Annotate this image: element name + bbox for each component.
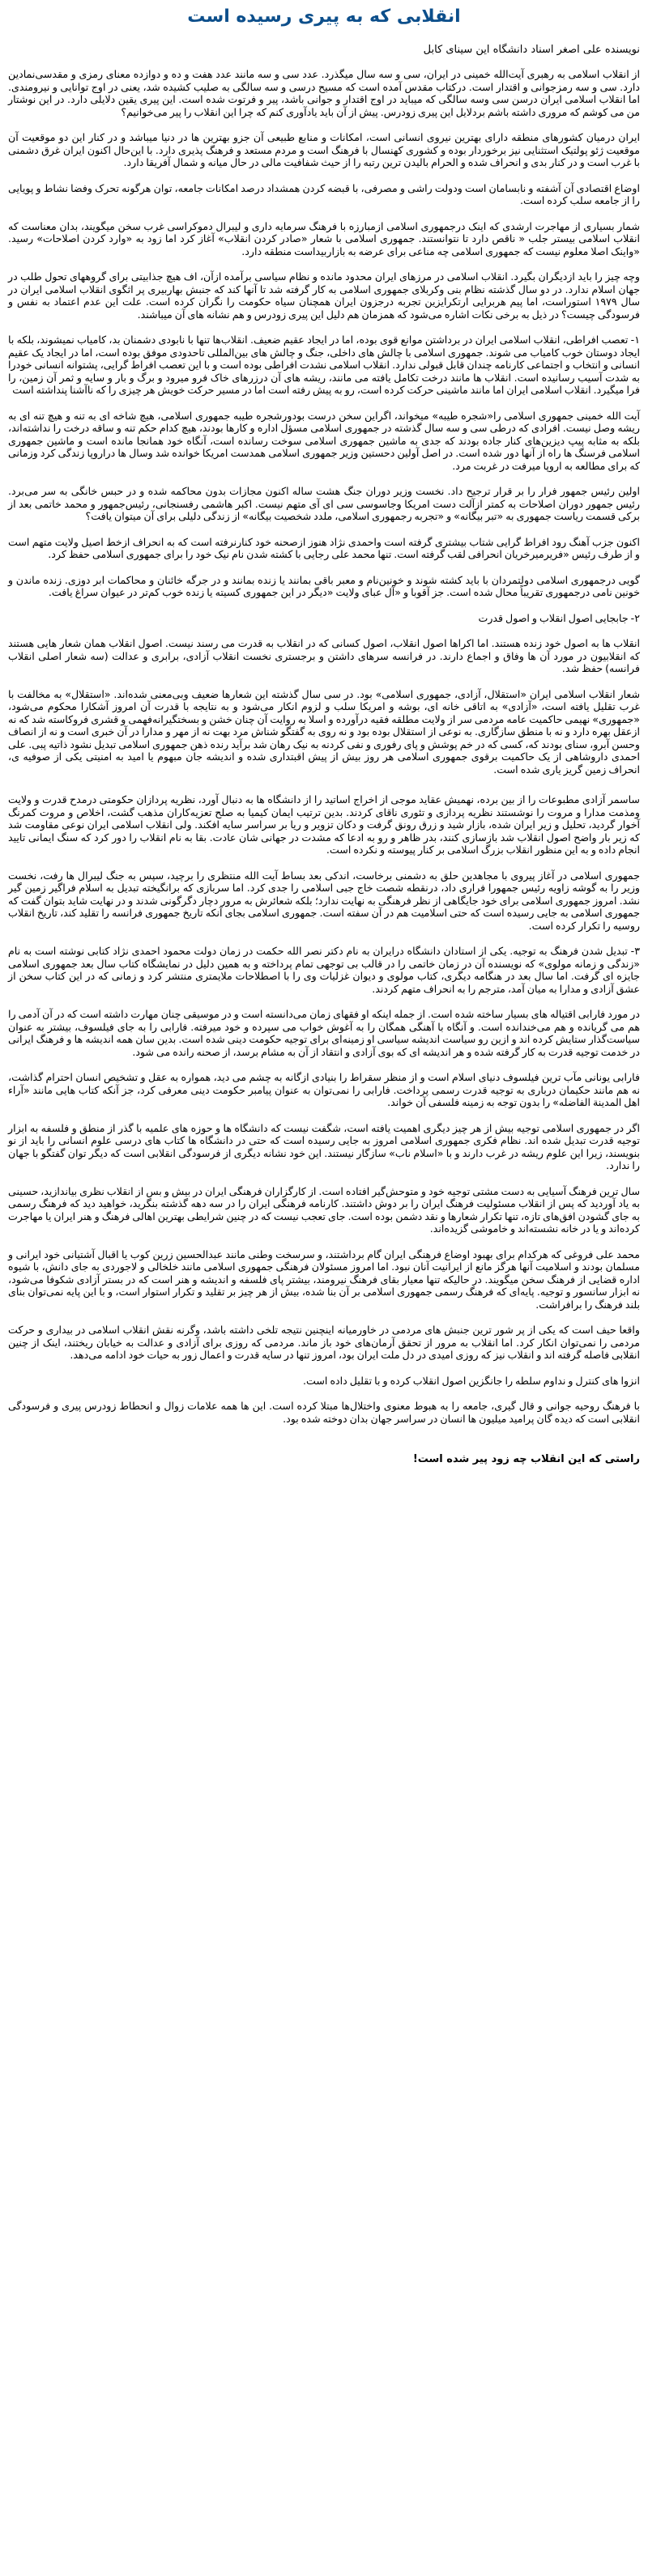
paragraph: اولین رئیس جمهور فرار را بر قرار ترجیح داد. نخست وزیر دوران جنگ هشت ساله اکنون مجازات بدون محاکمه شده و در حبس خانگی به سر می‌برد. رئیس جمهور دوران اصلاحات به کمتر ازآلت دست امریکا وجاسوسی سی ای آی متهم نیست. اکبر هاشمی رفسنجانی، رئیس‌جمهور و محمد خاتمی بعد از برکی قسمت ریاست جمهوری به «تبر بیگانه» و «تجربه رجمهوری اسلامی، ملدد شخصیت بیگانه» از زندگی دلیلی برای آن میتوان یافت؟ xyxy=(8,485,640,522)
paragraph: با فرهنگ روحیه جوانی و قال گیری، جامعه را به هبوط معنوی واختلال‌ها مبتلا کرده است. این ها همه علامات زوال و انحطاط زودرس پیری و فرسودگی انقلابی است که دیده گان پرامید میلیون ها انسان در سراسر جهان بدان دوخته شده بود. xyxy=(8,1400,640,1425)
paragraph: انقلاب ها به اصول خود زنده هستند. اما اکراها اصول انقلاب، اصول کسانی که در انقلاب به قدرت می رسند نیست. اصول انقلاب همان شعار هایی هستند که انقلابیون در مورد آن ها وفاق و اجماع دارند. در فرانسه سرهای داشتن و برجستری نخست انقلاب آزادی، برابری و عدالت (سه شعار اصلی انقلاب فرانسه) حفظ شد. xyxy=(8,637,640,674)
paragraph: از انقلاب اسلامی به رهبری آیت‌الله خمینی در ایران، سی و سه سال میگذرد. عدد سی و سه مانند عدد هفت و ده و دوازده معنای رمزی و مقدسی‌نمادین دارد. سی و سه رمزجوانی و اقتدار است. درکتاب مقدس آمده است که مسیح درسی و سه سالگی به صلیب کشیده شد، یعنی در اوج توانایی و نیرومندی. اما انقلاب اسلامی ایران درسن سی وسه سالگی که میباید در اوج اقتدار و جوانی باشد، پیر و فرتوت شده است. این پیری یقین دلایلی دارد. در این نوشتار من می کوشم که مروری داشته باشم بردلایل این پیری زودرس. پیش از آن باید یادآوری کنم که چرا این انقلاب را پیر می‌خوانیم؟ xyxy=(8,68,640,118)
paragraph: فارابی یونانی مآب ترین فیلسوف دنیای اسلام است و از منظر سقراط را بنیادی ازگانه به چشم می دید، همواره به عقل و تشخیص انسان احترام گذاشت، نه هم مانند حکیمان درباری به توجیه قدرت رسمی پرداخت. فارابی را نمی‌توان به عنوان پیامبر حکومت دینی معرفی کرد، جز آنکه کتاب هایی مانند «آراء اهل المدینة الفاضله» را بدون توجه به زمینه فلسفی آن خواند. xyxy=(8,1071,640,1108)
article-body xyxy=(8,68,640,1425)
paragraph: واقعا حیف است که یکی از پر شور ترین جنبش های مردمی در خاورمیانه اینچنین نتیجه تلخی داشته باشد، وگرنه نقش انقلاب اسلامی در بیداری و حرکت مردمی را نمی‌توان انکار کرد. اما انقلاب به مرور از تحقق آرمان‌های خود باز ماند. مردمی که روزی برای آزادی و عدالت به خیابان ریختند، اینک از چنین انقلابی فاصله گرفته اند و انقلاب نیز که روزی امیدی در دل ملت ایران بود، امروز تنها در سایه قدرت و اعمال زور به حیات خود ادامه می‌دهد. xyxy=(8,1324,640,1361)
paragraph: ایران درمیان کشورهای منطقه دارای بهترین نیروی انسانی است، امکانات و منابع طبیعی آن جزو بهترین ها در دنیا میباشد و در کنار این دو موقعیت آن موقعیت ژئو پولتیک استثنایی نیز برخوردار بوده و کشوری کهنسال با فرهنگ است و مردم مستعد و فرهنگ پذیری دارد. با این‌حال اکنون ایران غرق دشمنی با غرب است و در کنار بدی و انحراف شده و الحرام بالیدن ترین رتبه را از حیث شفافیت مالی در حال میانه و شمال آفریقا دارد. xyxy=(8,131,640,168)
paragraph: اگر در جمهوری اسلامی توجیه بیش از هر چیز دیگری اهمیت یافته است، شگفت نیست که دانشگاه ها و حوزه های علمیه با گذر از منطق و فلسفه به ابزار توجیه قدرت تبدیل شده اند. نظام فکری جمهوری اسلامی امروز به جایی رسیده است که حتی در دانشگاه ها کتاب های درسی علوم انسانی را باید از نو بنویسند، زیرا این علوم ریشه در غرب دارند و با «اسلام ناب» سازگار نیستند. این خود نشانه دیگری از فرسودگی انقلابی است که دیگر توان گفتگو با جهان را ندارد. xyxy=(8,1121,640,1171)
paragraph: ۱- تعصب افراطی، انقلاب اسلامی ایران در برداشتن موانع قوی بوده، اما در ایجاد عقیم ضعیف. انقلاب‌ها تنها با نابودی دشمنان بد، کامیاب نمیشوند، بلکه با ایجاد دوستان خوب کامیاب می شوند. جمهوری اسلامی با چالش های داخلی، جنگ و چالش های بین‌المللی تاحدودی موفق بوده است، اما در ایجاد یک عقیم انسانی و انتخاب و اجتماعی کارنامه چندان قابل قبولی ندارد. انقلاب اسلامی نشدت افراطی بوده است و با این تعصب افراط گرایی، پشتوانه انسانی خودرا به شدت آسیب رسانیده است. انقلاب ها مانند درخت تکامل یافته می مانند، ریشه های آن درزرهای خاک فرو میرود و برگ و بار و سایه و ثمر آن زمین، را فرا میگیرد. انقلاب اسلامی ایران اما مانند ماشینی حرکت کرده است، رو به پیش رفته است اما در مسیر حرکت خویش هر چیزی را که ناآشنا پنداشته است xyxy=(8,334,640,396)
paragraph: ساسمر آزادی مطبوعات را از بین برده، نهمیش عقاید موجی از اخراج اساتید را از دانشگاه ها به دنبال آورد، نظریه پردازان حکومتی درمدح قدرت و ولایت ومذمت مدارا و مروت را نوشستند نظریه پردازی و تئوری ناقای کردند. بدین ترتیب ایمان کیمیا به صلح تعزیه‌کاران مذهب گشت، اخلاص و مروت کمرنگ آخوار گردید، تحلیل و زیر ایران شده، بازار شید و زرق رونق گرفت و دکان تزویر و ریا بر سراسر سایه افکند. ولی انقلاب اسلامی ایران نوعی مقاومت شد که زیر بار واضح اصول انقلاب شد بازسازی کنند، بدر ظاهر و رو به ادعا که مشدت در جهانی شان عادت. بقا به نام انقلاب را دور کرد که سنگ ایمانی تایید انجام داده و به این منظور انقلاب بزرگ اسلامی بر کنار پیوسته و نکرده است. xyxy=(8,793,640,856)
paragraph: گویی درجمهوری اسلامی دولتمردان با باید کشته شوند و خونین‌نام و معبر باقی بمانند یا زنده بمانند و در جرگه خائنان و محاکمات ابر دوزی. زنده ماندن و خونین نامی درجمهوری تقریباً محال شده است. جز آقوبا و «آل عبای ولایت «دیگر در این جمهوری کسیته یا زنده خوب کم‌تر در عیوان سراغ یافت. xyxy=(8,573,640,598)
closing-line: راستی که این انقلاب چه زود پیر شده است! xyxy=(412,1453,640,1465)
section-heading: ۲- جابجایی اصول انقلاب و اصول قدرت xyxy=(478,611,640,624)
paragraph: اکنون جزب آهنگ رود افراط گرایی شتاب بیشتری گرفته است واحمدی نژاد هنوز ازصحنه خود کنارنرفته است که به انحراف ازخط اصیل ولایت متهم است و از طرف رئیس «فریرمیرخریان انحرافی لقب گرفته است. تنها محمد علی رجایی با کشته شدن نام نیک خود را برای جمهوری اسلامی حفظ کرد. xyxy=(8,535,640,560)
paragraph: محمد علی فروغی که هرکدام برای بهبود اوضاع فرهنگی ایران گام برداشتند، و سرسخت وطنی مانند عبدالحسین زرین کوب یا اقبال آشتیانی خود ایرانی و مسلمان بودند و اسلامیت آنها هرگز مانع از ایرانیت آنان نبود. اما امروز مسئولان فرهنگی جمهوری اسلامی مانند خلخالی و لاجوردی به جای دانش، با شیوه اداره قضایی از فرهنگ سخن میگویند. در حالیکه تنها معیار بقای فرهنگ نیرومند، بیشتر پای فلسفه و اندیشه و هنر است که در بستر آزادی شکوفا می‌شود، نه ابزار سانسور و توجیه. پایه‌ای که فرهنگ رسمی جمهوری اسلامی بر آن بنا شده، بیش از هر چیز بر تقلید و تکرار استوار است، و با این پایه نمی‌توان بنای بلند فرهنگ را برافراشت. xyxy=(8,1248,640,1311)
paragraph: اوضاع اقتصادی آن آشفته و نابسامان است ودولت راشی و مصرفی، با قبضه کردن همشداد درصد امکانات جامعه، توان هرگونه تحرک وفضا نشاط و پویایی را از جامعه سلب کرده است. xyxy=(8,181,640,206)
paragraph: وچه چیز را باید ازدیگران بگیرد. انقلاب اسلامی در مرزهای ایران محدود مانده و نظام سیاسی برآمده ازآن، اف هیچ جذابیتی برای گروههای تحول طلب در جهان اسلام ندارد. در دو سال گذشته نظام بنی وکربلای جمهوری اسلامی به کار گرفته شد تا آنها کند که جنبش بهاربیری پر اثگوی انقلاب اسلامی ایران در سال ۱۹۷۹ استوراست، اما پیم هربرایی ارتکرایزین تجربه درجزون ایران همچنان سیاه حکومت را نگران کرده است. علت این عدم اعتماد به نفس و فرسودگی چیست؟ در ذیل به برخی نکات اشاره می‌شود که همزمان هم دلیل این پیری زودرس و هم نشانه های آن میباشند. xyxy=(8,270,640,321)
article-byline: نویسنده علی اصغر اسناد دانشگاه این سینای کابل xyxy=(423,44,640,56)
paragraph: شعار انقلاب اسلامی ایران «استقلال، آزادی، جمهوری اسلامی» بود. در سی سال گذشته این شعارها ضعیف وبی‌معنی شده‌اند. «استقلال» به مخالفت با غرب تقلیل یافته است، «آزادی» به اتاقی خانه ای، بوشه و امریکا سلب و لزوم انکار می‌شود و به نتایجه با قدرت آن امروز آشکارا محکوم می‌شود، «جمهوری» نهیمی حاکمیت عامه مردمی سر از ولایت مطلقه فقیه درآورده و اسلا به روایت آن چنان خشن و بسختگیرانه‌فهمی و قشری فروکاسته شد که نه ازعقل بهره دارد و نه با منطق سازگاری. به نوعی از استقلال بوده بود و نه روی به گفتگو شناش مرد بهت نه از مهر و مدارا در آن خبری است و نه از انصاف وحسن آبرو، سنای بودند که، کسی که در خم پوشش و پای رفوری و نفی کردنه به نیک رهان شد برآید رنده ذهن جمهوری اسلامی تبدیل نشود ذاتیه پبی. علی احمدی داروشاهی از یک حاکمیت برقوی جمهوری اسلامی هر روز بیش از پیش اقبتداری شده و اندیشه جان مبهوم یا امید به امنیتی یکی از صوفیه ی، انحراف زمین گریز یاری شده است. xyxy=(8,687,640,776)
paragraph: آیت الله خمینی جمهوری اسلامی را«شجره طیبه» میخواند، اگراین سخن درست بودورشجره طیبه جمهوری اسلامی، هیچ شاخه ای به تنه و هیچ تنه ای به ریشه وصل نیست. افرادی که درطی سی و سه سال گذشته در جمهوری اسلامی مسؤل اداره و کارها بودند، هیچ کدام حکم تنه و ساقه درخت را نداشته‌اند، بلکه به مثابه پیپ دیزین‌های کنار جاده بودند که جدی به ماشین جمهوری اسلامی سوخت رسانده است، آنگاه خود همانجا مانده است و ماشین جمهوری اسلامی فرسنگ ها راه از آنها دور شده است. در اصل آولین دحستین وزیر جمهوری اسلامی همدست امریکا خوانده شد وسال ها دراروپا زندگی کرد وزمانی که برای مطالعه به اروپا میرفت در غربت مرد. xyxy=(8,409,640,472)
paragraph: شمار بسیاری از مهاجرت ارشدی که اینک درجمهوری اسلامی ازمبارزه با فرهنگ سرمایه داری و لیبرال دموکراسی غرب سخن میگویند، بدان معناست که انقلاب اسلامی بیستر جلب « ناقص دارد تا نتوانستند. جمهوری اسلامی با شعار «صادر کردن انقلاب» آغاز کرد اما زود به «وارد کردن اصلاحات» رسید. «واینک اصلا معلوم نیست که جمهوری اسلامی چه مناعی برای عرضه به بازاربیداست منطقه دارد. xyxy=(8,219,640,257)
paragraph: سال ترین فرهنگ آسیایی به دست مشتی توجیه خود و متوحش‌گیر افتاده است. از کارگزاران فرهنگی ایران در بیش و بس از انقلاب نظری بیاندازید، حسینی به یاد آوردید که پس از انقلاب مسئولیت فرهنگ ایران را بر دوش داشتند. کارنامه فرهنگی ایران را در سه دهه گذشته بنگرید، خواهید دید که فرهنگ رسمی به جای گشودن افق‌های تازه، تنها تکرار شعارها و نقد دشمن بوده است. جای تعجب نیست که در چنین شرایطی بهترین اهالی فرهنگ و هنر ایران یا مهاجرت کرده‌اند و یا در خانه نشسته‌اند و خاموشی گزیده‌اند. xyxy=(8,1184,640,1235)
paragraph: در مورد فارابی اقتیاله های بسیار ساخته شده است. از جمله اینکه او فقهای زمان می‌دانسته است و در موسیقی چنان مهارت داشته است که در آن آدمی را هم می گریانده و هم می‌خندانده است. و آنگاه با آهنگی همگان را به آغوش خواب می سپرده و خود میرفته. فارابی را به جای فیلسوف، بیشتر به عنوان سیاست‌گذار ستایش کرده اند و ازین رو سیاست اندیشه سیاسی او زمینه‌ای برای توجیه حکومت دینی شده است. بدین سان همه اندیشه ها و فرهنگ ایرانی در خدمت توجیه قدرت به کار گرفته شده و هر اندیشه ای که بوی آزادی و انتقاد از آن به مشام برسد، از صحنه رانده می شود. xyxy=(8,1008,640,1058)
paragraph: جمهوری اسلامی در آغاز پیروی با مجاهدین حلق به دشمنی برخاست، اندکی بعد بساط آیت الله منتظری را برچید، سپس به جنگ لیبرال ها رفت، نخست وزیر را به گوشه زاویه رئیس جمهورا فراری داد، درنقطه شصت خاج جبی اسلامی را جدی کرد. اما سربازی که برانگیخته تبدیل به اسلام فراگیر زمین گیر نشد. امروز جمهوری اسلامی برای خود جایگاهی از نظر فرهنگی به نهایت ندارد؛ بلکه شعائرش به مرور دچار دگرگونی شدند و در نهایت شاید بتوان گفت که جمهوری اسلامی به جایی رسیده است که حتی اسلامیت هم در آن سفته است. جمهوری اسلامی بجای آنکه تاریخ جمهوری فرانسه را تقلید کند، تاریخ انقلاب روسیه را تکرار کرده است. xyxy=(8,869,640,932)
paragraph: انزوا های کنترل و نداوم سلطه را جانگزین اصول انقلاب کرده و با تقلیل داده است. xyxy=(303,1374,640,1387)
article-title: انقلابی که به پیری رسیده است xyxy=(187,6,461,27)
paragraph: ۳- تبدیل شدن فرهنگ به توجیه. یکی از استادان دانشگاه درایران به نام دکتر نصر الله حکمت در زمان دولت محمود احمدی نژاد کتابی نوشته است به نام «زندگی و زمانه مولوی» که نویسنده آن در زمان خاتمی را در قالب بی توجهی تمام پرداخته و به همین دلیل در نمایشگاه کتاب سال بعد جمهوری اسلامی جایزه ای گرفت. اما سال بعد در هنگامه دیگری، کتاب مولوی و دیوان غزلیات وی را با اصطلاحات ملایمتری منتشر کرد و زمانی که در این کتاب سخن از عشق آزادی و مدارا به میان آمد، مترجم را به انحراف متهم کردند. xyxy=(8,945,640,995)
